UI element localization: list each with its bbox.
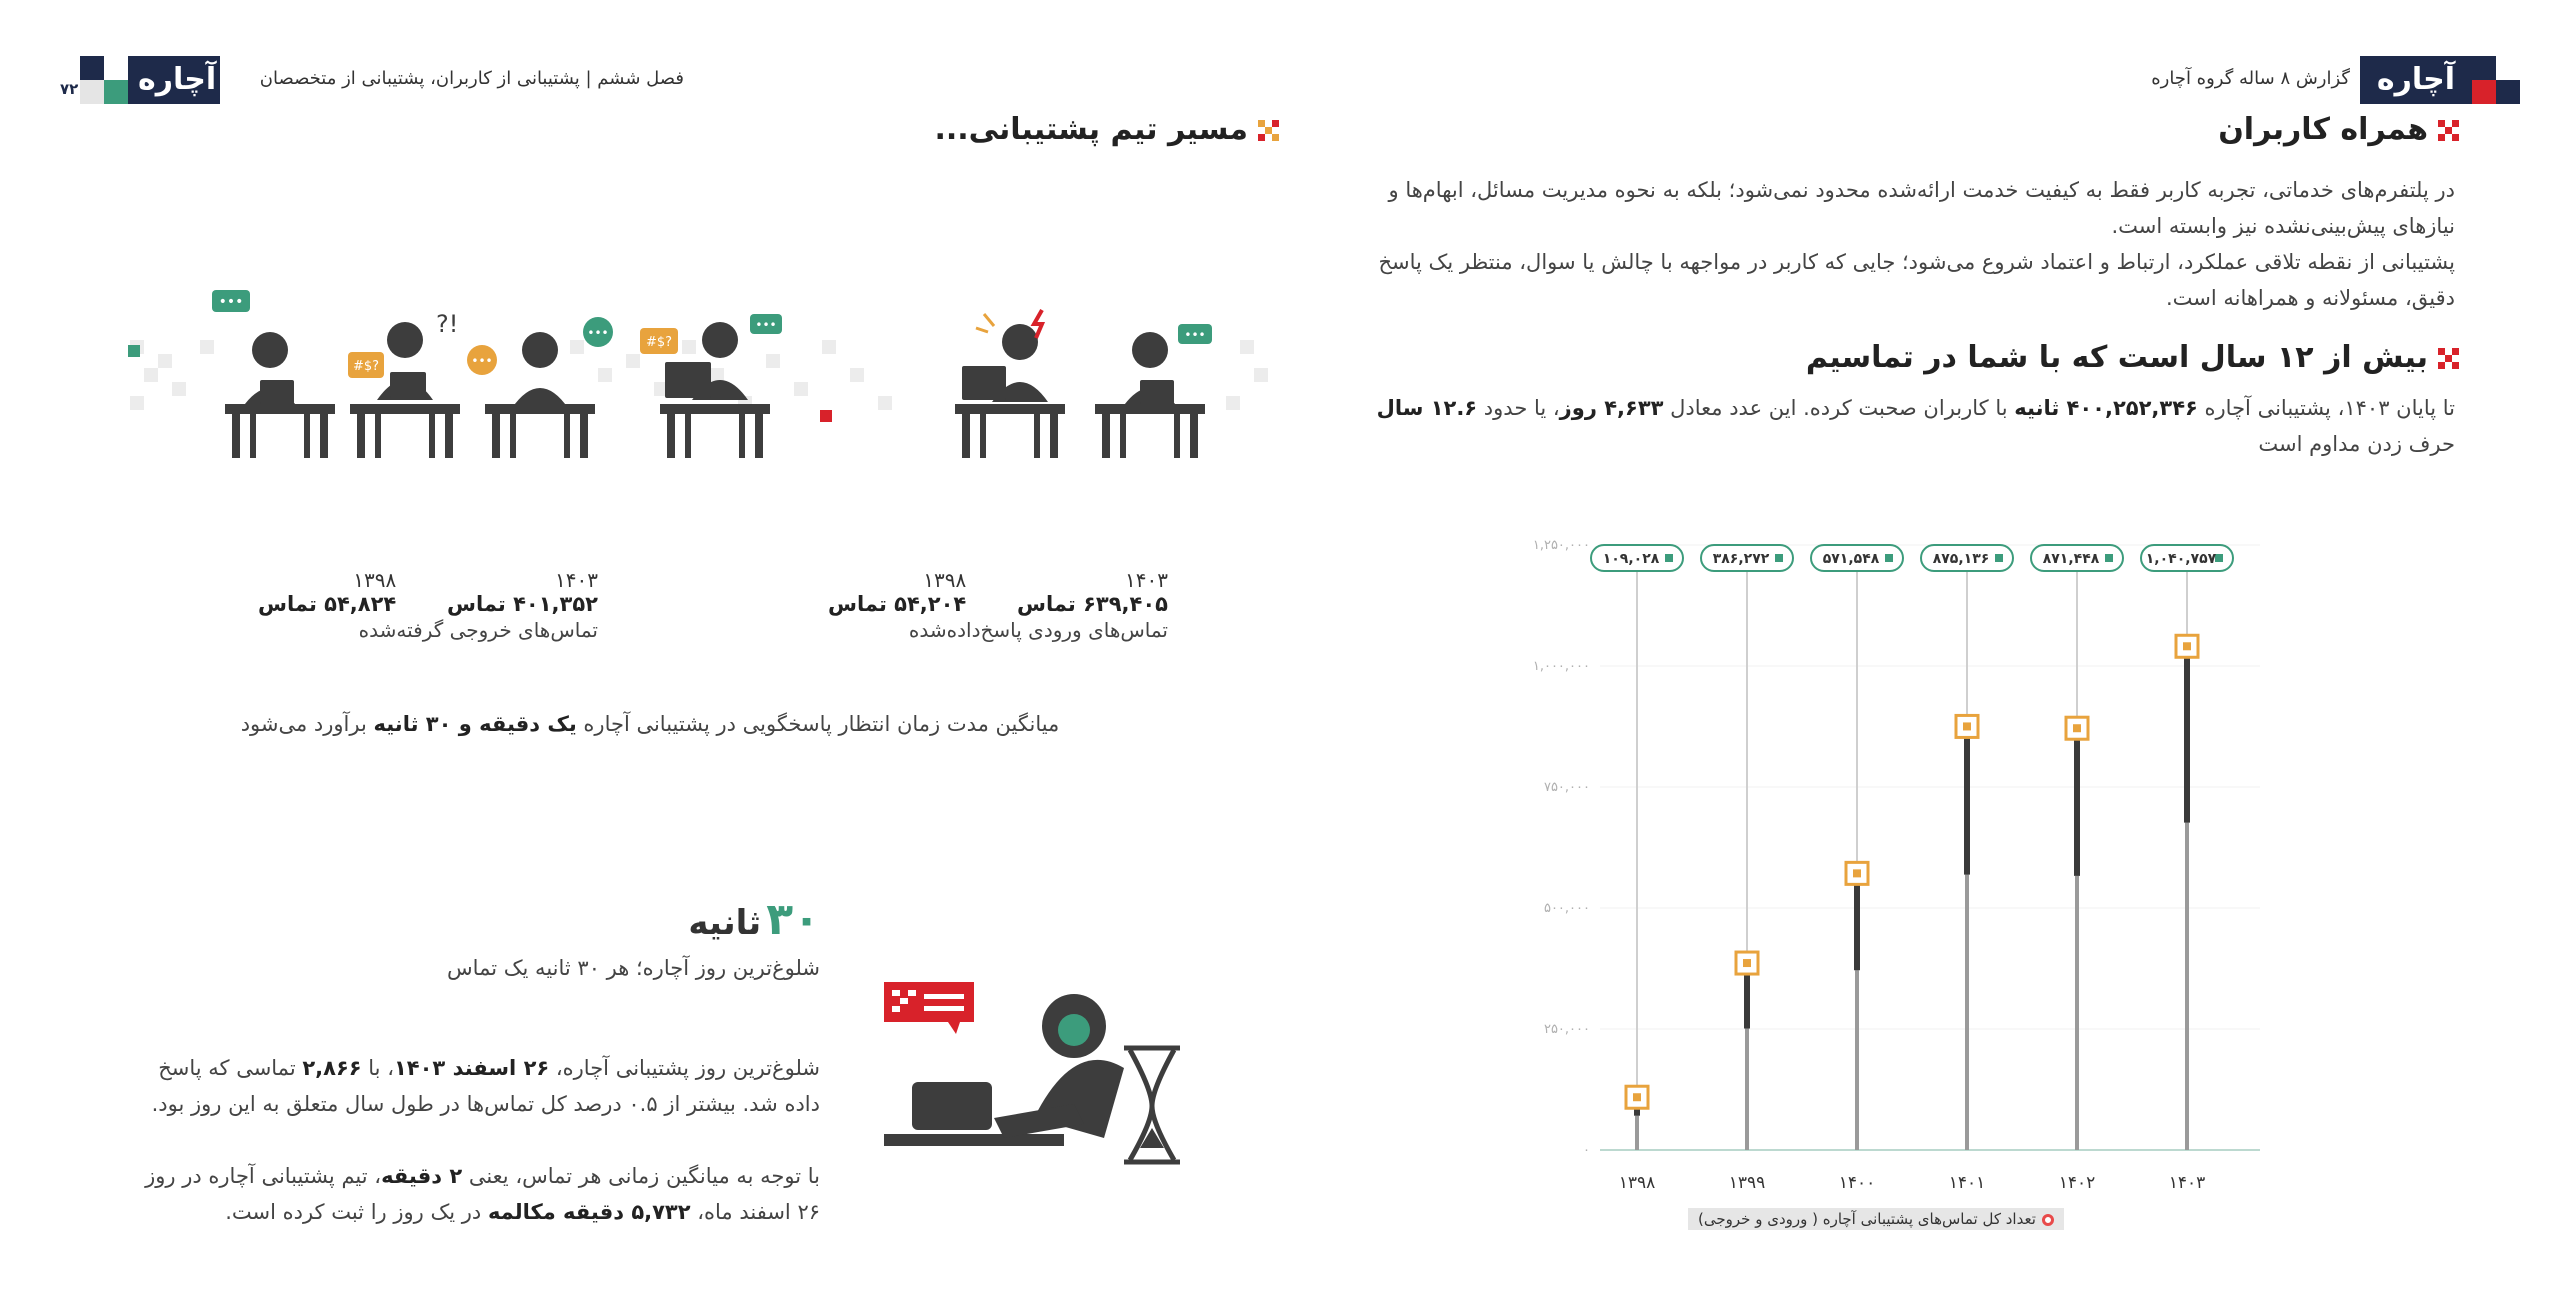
left-logo-text: آچاره	[128, 56, 220, 104]
y-tick-label: ۲۵۰,۰۰۰	[1543, 1022, 1590, 1037]
wait-time-text: میانگین مدت زمان انتظار پاسخگویی در پشتیبانی آچاره یک دقیقه و ۳۰ ثانیه برآورد می‌شود	[240, 712, 1060, 736]
data-point-core	[1743, 959, 1751, 967]
left-page-number: ۷۲	[60, 80, 79, 98]
value-label-dot	[2105, 554, 2113, 562]
outgoing-value-old: ۵۴,۸۲۴ تماس	[258, 592, 397, 616]
value-label: ۵۷۱,۵۴۸	[1822, 551, 1880, 567]
y-tick-label: ۰	[1583, 1143, 1590, 1158]
calls-chart-svg	[1460, 520, 2280, 1240]
outgoing-year-new: ۱۴۰۳	[555, 568, 598, 592]
busiest-paragraph-1: شلوغ‌ترین روز پشتیبانی آچاره، ۲۶ اسفند ۱۴۰۳، با ۲,۸۶۶ تماسی که پاسخ داده شد. بیشتر از ۰.۵ درصد کل تماس‌ها در طول سال متعلق به این روز بود.	[151, 1056, 820, 1116]
incoming-value-old: ۵۴,۲۰۴ تماس	[828, 592, 967, 616]
pixel-bullet-icon	[1258, 120, 1280, 142]
x-tick-label: ۱۴۰۲	[2058, 1173, 2096, 1193]
users-paragraph-1: در پلتفرم‌های خدماتی، تجربه کاربر فقط به کیفیت خدمت ارائه‌شده محدود نمی‌شود؛ بلکه به نحوه مدیریت مسائل، ابهام‌ها و نیازهای پیش‌بینی‌نشده نیز وابسته است.	[1388, 178, 2455, 238]
data-point-core	[1963, 722, 1971, 730]
calls-chart	[1460, 520, 2280, 1240]
outgoing-old	[258, 568, 396, 616]
support-team-illustration	[120, 280, 1280, 470]
x-tick-label: ۱۴۰۳	[2168, 1173, 2206, 1193]
x-tick-label: ۱۳۹۹	[1728, 1173, 1766, 1193]
incoming-year-old: ۱۳۹۸	[923, 568, 967, 592]
right-logo	[2360, 56, 2520, 104]
years-paragraph: تا پایان ۱۴۰۳، پشتیبانی آچاره ۴۰۰,۲۵۲,۳۴۶ ثانیه با کاربران صحبت کرده. این عدد معادل ۴,۶۳۳ روز، یا حدود ۱۲.۶ سال حرف زدن مداوم است	[1376, 396, 2455, 456]
incoming-label: تماس‌های ورودی پاسخ‌داده‌شده	[908, 618, 1168, 642]
pixel-bullet-icon	[2438, 120, 2460, 142]
data-point-core	[1853, 869, 1861, 877]
incoming-value-new: ۶۳۹,۴۰۵ تماس	[1016, 592, 1168, 616]
value-label-dot	[1995, 554, 2003, 562]
value-label: ۱۰۹,۰۲۸	[1602, 551, 1660, 567]
busiest-big-number: ۳۰ ثانیه	[688, 894, 820, 945]
x-tick-label: ۱۴۰۰	[1838, 1173, 1876, 1193]
y-tick-label: ۷۵۰,۰۰۰	[1543, 780, 1590, 795]
value-label: ۱,۰۴۰,۷۵۷	[2145, 551, 2217, 567]
x-tick-label: ۱۳۹۸	[1618, 1173, 1656, 1193]
svg-text:•••: •••	[471, 354, 493, 368]
red-pixel-chat-icon	[884, 982, 974, 1022]
incoming-new	[1017, 568, 1168, 616]
outgoing-year-old: ۱۳۹۸	[353, 568, 397, 592]
angry-badge: #$?	[352, 359, 380, 374]
incoming-old	[828, 568, 966, 616]
left-logo	[80, 56, 220, 104]
chart-legend: تعداد کل تماس‌های پشتیبانی آچاره ( ورودی و خروجی)	[1688, 1208, 2064, 1230]
section-years-title: بیش از ۱۲ سال است که با شما در تماسیم	[1806, 340, 2460, 375]
busiest-paragraph-2: با توجه به میانگین زمانی هر تماس، یعنی ۲ دقیقه، تیم پشتیبانی آچاره در روز ۲۶ اسفند ماه، ۵,۷۳۲ دقیقه مکالمه در یک روز را ثبت کرده است.	[145, 1164, 820, 1224]
outgoing-new	[447, 568, 598, 616]
y-tick-label: ۵۰۰,۰۰۰	[1543, 901, 1590, 916]
section-team-title: مسیر تیم پشتیبانی...	[934, 112, 1280, 147]
outgoing-label: تماس‌های خروجی گرفته‌شده	[358, 618, 598, 642]
svg-text:#$?: #$?	[645, 335, 673, 350]
users-paragraph-2: پشتیبانی از نقطه تلاقی عملکرد، ارتباط و اعتماد شروع می‌شود؛ جایی که کاربر در مواجهه با چالش یا سوال، منتظر یک پاسخ دقیق، مسئولانه و همراهانه است.	[1378, 250, 2455, 310]
operator-hourglass-illustration	[884, 978, 1204, 1168]
value-label-dot	[1775, 554, 1783, 562]
value-label: ۸۷۱,۴۴۸	[2042, 551, 2100, 567]
x-tick-label: ۱۴۰۱	[1948, 1173, 1986, 1193]
value-label: ۳۸۶,۲۷۲	[1712, 551, 1770, 567]
incoming-stats	[828, 568, 1168, 642]
left-header-title: فصل ششم | پشتیبانی از کاربران، پشتیبانی از متخصصان	[259, 68, 684, 89]
legend-dot-icon	[2042, 1214, 2054, 1226]
svg-text:•••: •••	[587, 326, 609, 340]
section-users-title: همراه کاربران	[2218, 112, 2460, 147]
svg-text:•••: •••	[1184, 328, 1206, 342]
y-tick-label: ۱,۰۰۰,۰۰۰	[1532, 659, 1590, 674]
value-label: ۸۷۵,۱۳۶	[1932, 551, 1990, 567]
data-point-core	[2073, 724, 2081, 732]
incoming-year-new: ۱۴۰۳	[1125, 568, 1168, 592]
outgoing-stats	[258, 568, 598, 642]
svg-text:•••: •••	[218, 294, 244, 310]
data-point-core	[2183, 642, 2191, 650]
data-point-core	[1633, 1093, 1641, 1101]
svg-text:•••: •••	[755, 318, 777, 332]
busiest-subtitle: شلوغ‌ترین روز آچاره؛ هر ۳۰ ثانیه یک تماس	[447, 956, 820, 980]
y-tick-label: ۱,۲۵۰,۰۰۰	[1532, 538, 1590, 553]
right-logo-text: آچاره	[2360, 56, 2472, 104]
outgoing-value-new: ۴۰۱,۳۵۲ تماس	[446, 592, 598, 616]
value-label-dot	[1665, 554, 1673, 562]
pixel-bullet-icon	[2438, 348, 2460, 370]
value-label-dot	[1885, 554, 1893, 562]
question-mark-icon: ?!	[436, 310, 459, 338]
right-header-title: گزارش ۸ ساله گروه آچاره	[2151, 68, 2350, 89]
